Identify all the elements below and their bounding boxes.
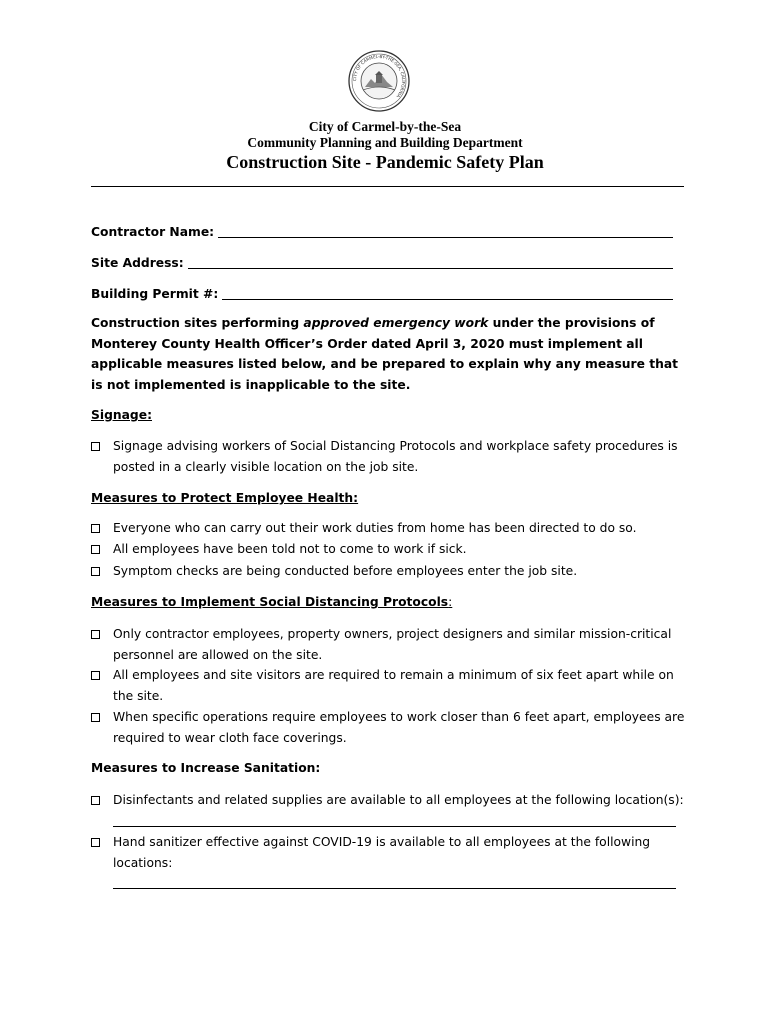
checklist-item-text: When specific operations require employees to work closer than 6 feet apart, employees are required to wear cloth face coverings. [113,710,685,745]
checklist-item-text: Symptom checks are being conducted before employees enter the job site. [113,564,578,578]
building-permit-field[interactable] [222,286,673,300]
checkbox[interactable] [91,442,100,451]
employee-health-item [91,561,691,582]
signage-item [91,436,691,477]
checkbox[interactable] [91,713,100,722]
disinfectant-location-field[interactable] [113,826,676,827]
contractor-name-label: Contractor Name: [91,225,215,239]
checkbox[interactable] [91,545,100,554]
checklist-item-text: Only contractor employees, property owners, project designers and similar mission-critical personnel are allowed on the site. [113,627,672,662]
checklist-item-text: All employees and site visitors are required to remain a minimum of six feet apart while on the site. [113,668,674,703]
department-name: Community Planning and Building Department [247,135,523,150]
social-distancing-heading-text: Measures to Implement Social Distancing Protocols [91,595,449,609]
contractor-name-row [91,222,673,240]
signage-heading: Signage: [91,408,152,422]
checklist-item-text: Hand sanitizer effective against COVID-19 is available to all employees at the following locations: [113,835,651,870]
checklist-item-text: Everyone who can carry out their work duties from home has been directed to do so. [113,521,637,535]
building-permit-label: Building Permit #: [91,287,219,301]
checkbox[interactable] [91,671,100,680]
heading-colon: : [448,595,453,609]
intro-text-end: under the provisions of Monterey County Health Officer’s Order dated April 3, 2020 must implement all applicable measures listed below, and be prepared to explain why any measure that is not implemented is inapplicable to the site. [91,316,679,392]
building-permit-row [91,284,673,302]
social-distancing-item [91,624,691,665]
hand-sanitizer-location-field[interactable] [113,888,676,889]
sanitation-item [91,790,691,811]
employee-health-heading: Measures to Protect Employee Health: [91,491,359,505]
employee-health-item [91,539,691,560]
employee-health-item [91,518,691,539]
checkbox[interactable] [91,630,100,639]
contractor-name-field[interactable] [218,224,673,238]
city-seal-logo [348,50,410,112]
checklist-item-text: Signage advising workers of Social Distancing Protocols and workplace safety procedures is posted in a clearly visible location on the job site. [113,439,678,474]
checklist-item-text: All employees have been told not to come to work if sick. [113,542,467,556]
city-name: City of Carmel-by-the-Sea [308,119,462,134]
intro-emphasis: approved emergency work [303,316,489,330]
checkbox[interactable] [91,838,100,847]
checkbox[interactable] [91,567,100,576]
checkbox[interactable] [91,524,100,533]
checklist-item-text: Disinfectants and related supplies are available to all employees at the following location(s): [113,793,684,807]
social-distancing-item [91,665,691,706]
sanitation-heading: Measures to Increase Sanitation: [91,761,321,775]
intro-paragraph [91,313,691,395]
site-address-row [91,253,673,271]
site-address-label: Site Address: [91,256,184,270]
sanitation-item [91,832,691,873]
site-address-field[interactable] [188,255,673,269]
social-distancing-item [91,707,691,748]
checkbox[interactable] [91,796,100,805]
intro-text-start: Construction sites performing [91,316,304,330]
header-divider [91,186,684,187]
document-title: Construction Site - Pandemic Safety Plan [226,152,544,172]
seal-ring-text: CITY OF CARMEL-BY-THE-SEA, CALIFORNIA [351,53,407,99]
social-distancing-heading [91,593,452,611]
